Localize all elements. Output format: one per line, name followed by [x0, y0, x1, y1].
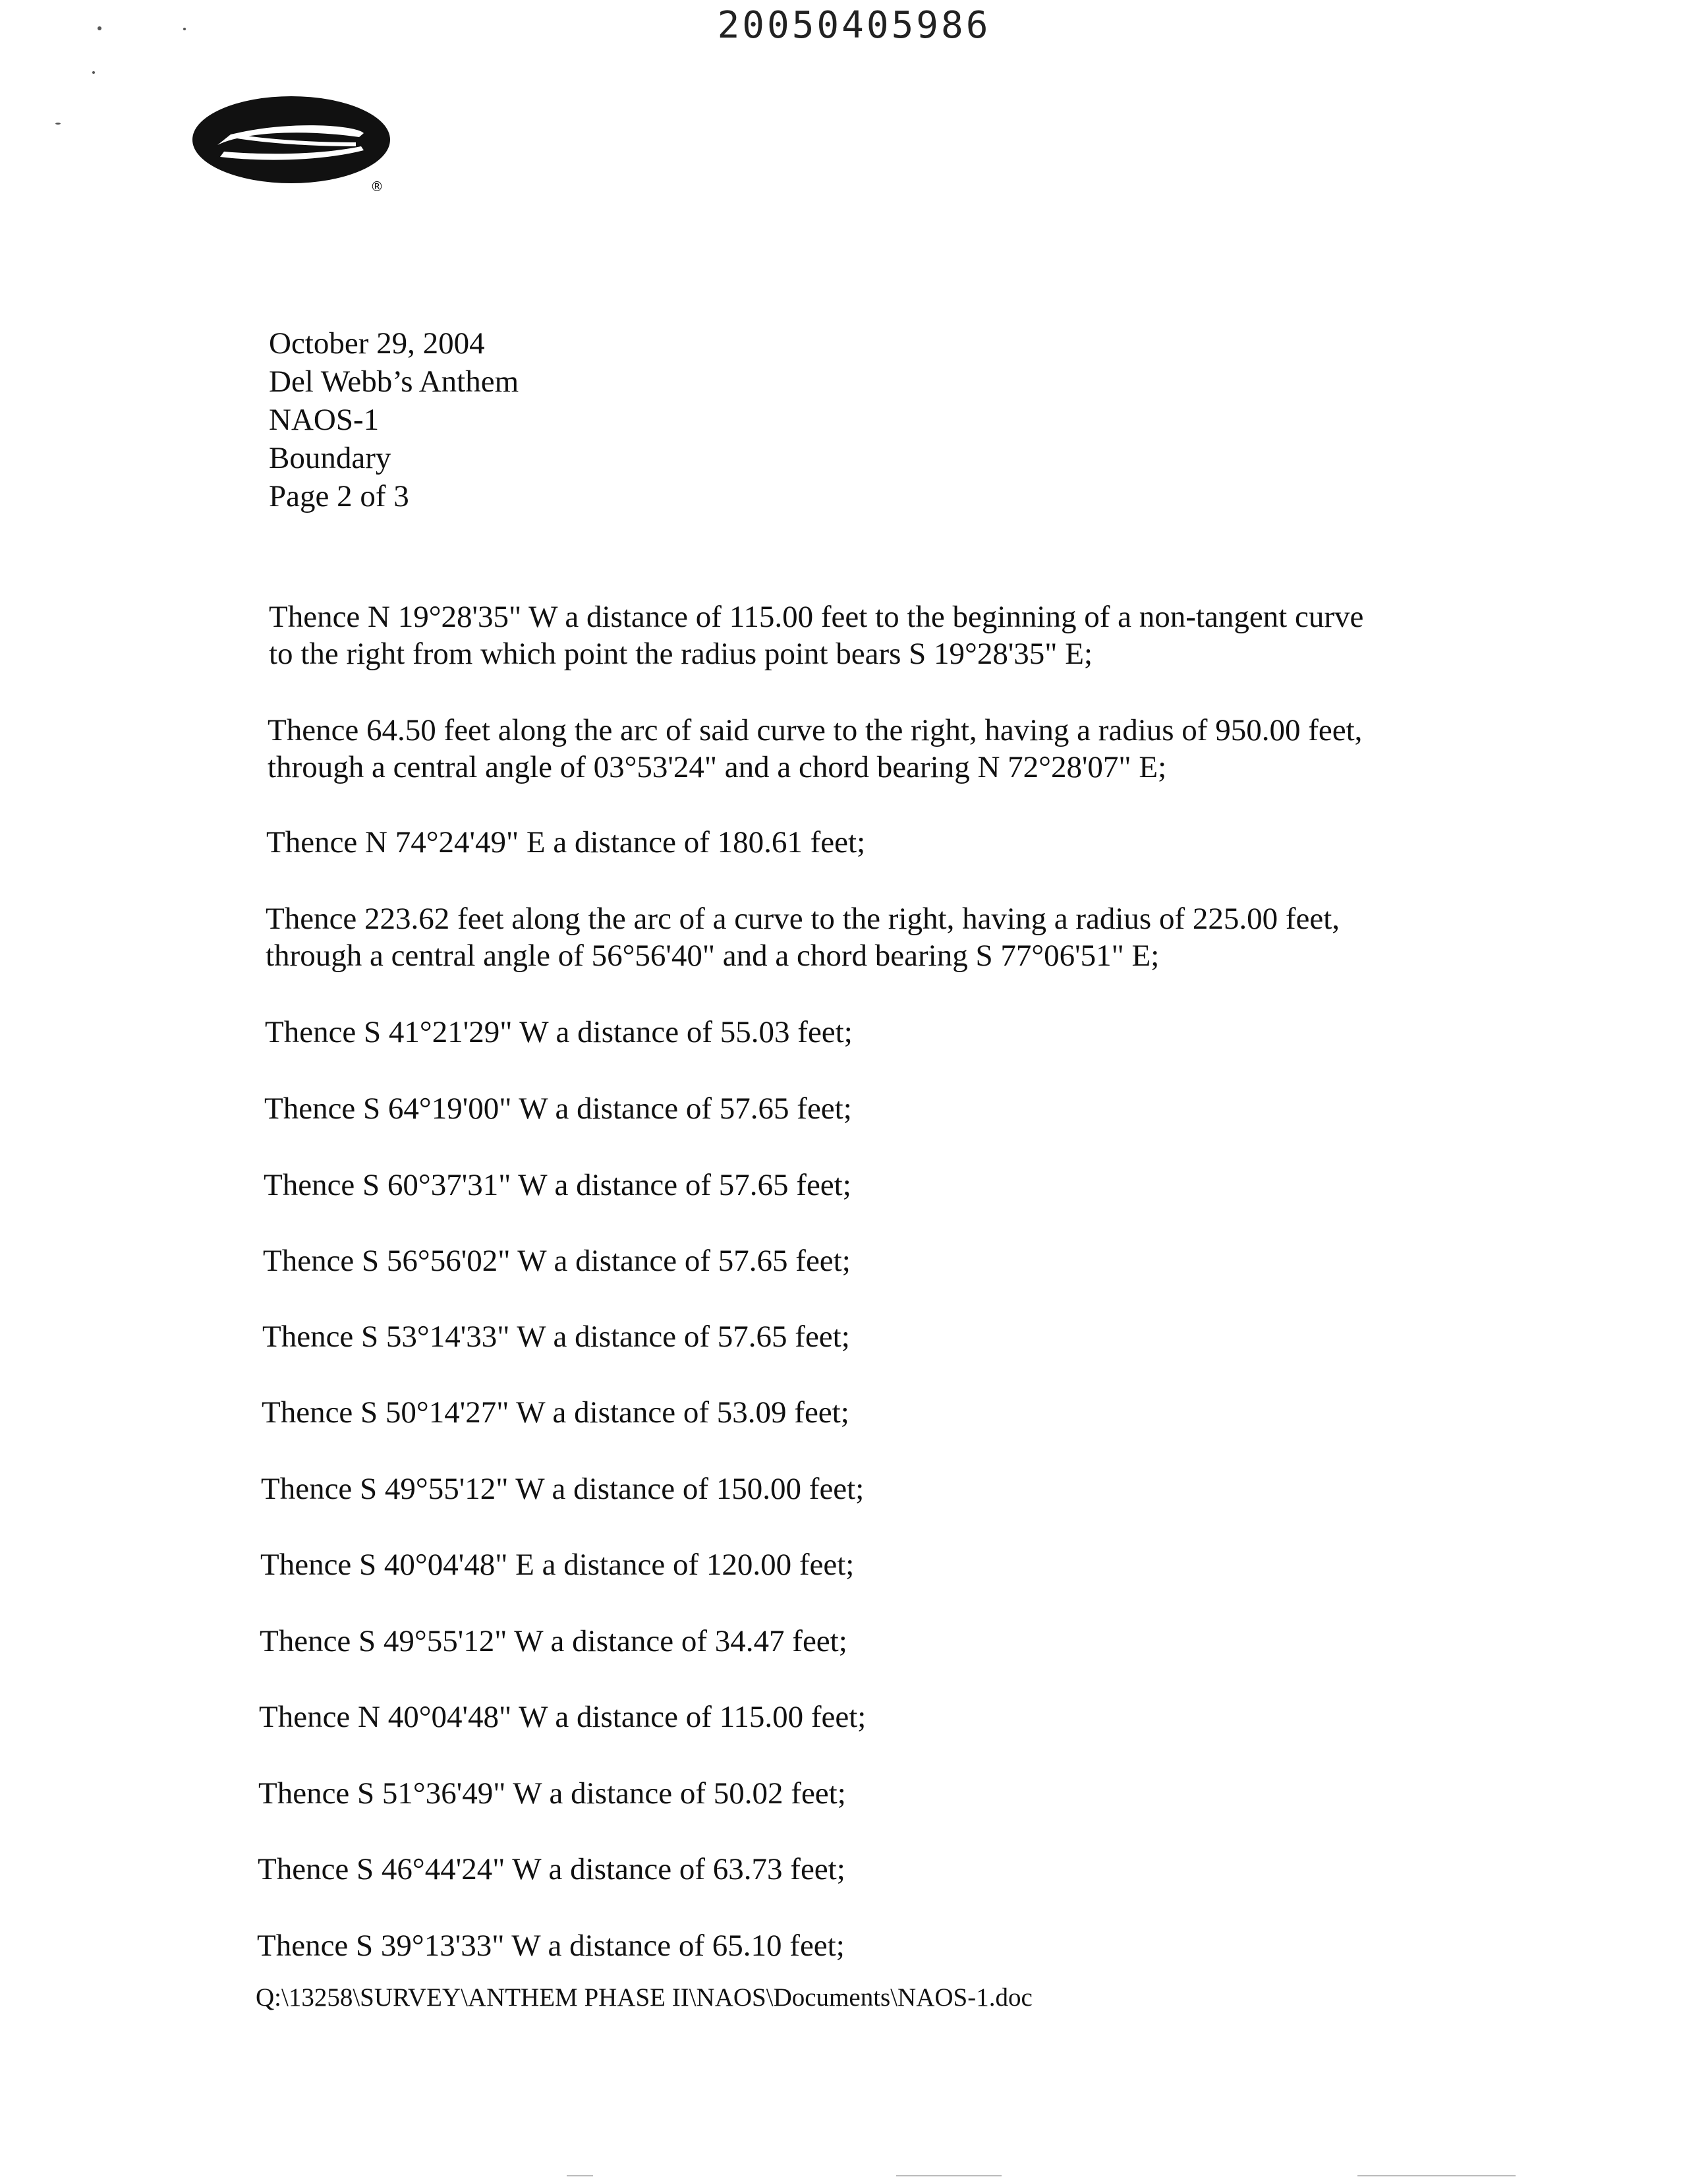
- paragraph-line: Thence 64.50 feet along the arc of said curve to the right, having a radius of 950.00 feet,: [268, 713, 1363, 747]
- course-paragraph: [266, 900, 1340, 974]
- header-date: October 29, 2004: [269, 326, 485, 361]
- header-page: Page 2 of 3: [269, 479, 409, 513]
- header-description: Boundary: [269, 441, 391, 475]
- paragraph-line: Thence 223.62 feet along the arc of a curve to the right, having a radius of 225.00 feet,: [266, 902, 1340, 936]
- course-paragraph: [259, 1699, 866, 1735]
- paragraph-line: Thence S 39°13'33" W a distance of 65.10 feet;: [257, 1929, 845, 1963]
- paragraph-line: Thence N 74°24'49" E a distance of 180.61 feet;: [266, 825, 866, 859]
- course-paragraph: [263, 1242, 851, 1279]
- document-number: 20050405986: [717, 4, 991, 47]
- course-paragraph: [260, 1546, 854, 1583]
- paragraph-line: Thence S 51°36'49" W a distance of 50.02 feet;: [258, 1776, 846, 1811]
- paragraph-line: through a central angle of 56°56'40" and a chord bearing S 77°06'51" E;: [266, 939, 1160, 973]
- letter-header: [269, 324, 519, 515]
- course-paragraph: [261, 1470, 864, 1507]
- course-paragraph: [264, 1167, 851, 1204]
- header-project: Del Webb’s Anthem: [269, 364, 519, 399]
- course-paragraph: [268, 712, 1362, 786]
- course-paragraph: [257, 1927, 845, 1964]
- registered-mark: ®: [370, 179, 384, 194]
- paragraph-line: to the right from which point the radius point bears S 19°28'35" E;: [269, 637, 1093, 671]
- paragraph-line: Thence S 60°37'31" W a distance of 57.65 feet;: [264, 1168, 851, 1202]
- paragraph-line: through a central angle of 03°53'24" and a chord bearing N 72°28'07" E;: [268, 750, 1167, 784]
- company-s-logo-icon: [191, 94, 409, 196]
- course-paragraph: [262, 1394, 849, 1431]
- course-paragraph: [266, 824, 865, 861]
- paragraph-line: Thence N 19°28'35" W a distance of 115.00 feet to the beginning of a non-tangent curve: [269, 600, 1364, 634]
- paragraph-line: Thence S 40°04'48" E a distance of 120.00 feet;: [260, 1548, 855, 1582]
- course-paragraph: [264, 1090, 852, 1127]
- scan-noise: [896, 2175, 1002, 2176]
- course-paragraph: [262, 1318, 850, 1355]
- scan-speck: [98, 26, 101, 30]
- file-path: Q:\13258\SURVEY\ANTHEM PHASE II\NAOS\Documents\NAOS-1.doc: [256, 1983, 1033, 2012]
- paragraph-line: Thence S 46°44'24" W a distance of 63.73 feet;: [258, 1852, 845, 1886]
- scan-speck: [55, 123, 61, 125]
- scan-speck: [92, 71, 95, 74]
- header-parcel: NAOS-1: [269, 403, 380, 437]
- course-paragraph: [258, 1775, 846, 1812]
- course-paragraph: [265, 1014, 853, 1051]
- paragraph-line: Thence N 40°04'48" W a distance of 115.00 feet;: [259, 1700, 867, 1734]
- company-logo: [191, 94, 409, 196]
- paragraph-line: Thence S 50°14'27" W a distance of 53.09 feet;: [262, 1395, 849, 1430]
- paragraph-line: Thence S 41°21'29" W a distance of 55.03 feet;: [265, 1015, 853, 1049]
- paragraph-line: Thence S 56°56'02" W a distance of 57.65 feet;: [263, 1244, 851, 1278]
- course-paragraph: [269, 598, 1363, 672]
- scan-noise: [567, 2175, 593, 2176]
- paragraph-line: Thence S 49°55'12" W a distance of 34.47 feet;: [260, 1624, 847, 1658]
- paragraph-line: Thence S 49°55'12" W a distance of 150.00 feet;: [261, 1472, 865, 1506]
- scan-speck: [183, 28, 186, 30]
- course-paragraph: [258, 1851, 845, 1888]
- paragraph-line: Thence S 64°19'00" W a distance of 57.65 feet;: [264, 1092, 852, 1126]
- course-paragraph: [260, 1623, 847, 1660]
- paragraph-line: Thence S 53°14'33" W a distance of 57.65 feet;: [262, 1320, 850, 1354]
- scan-noise: [1357, 2175, 1516, 2176]
